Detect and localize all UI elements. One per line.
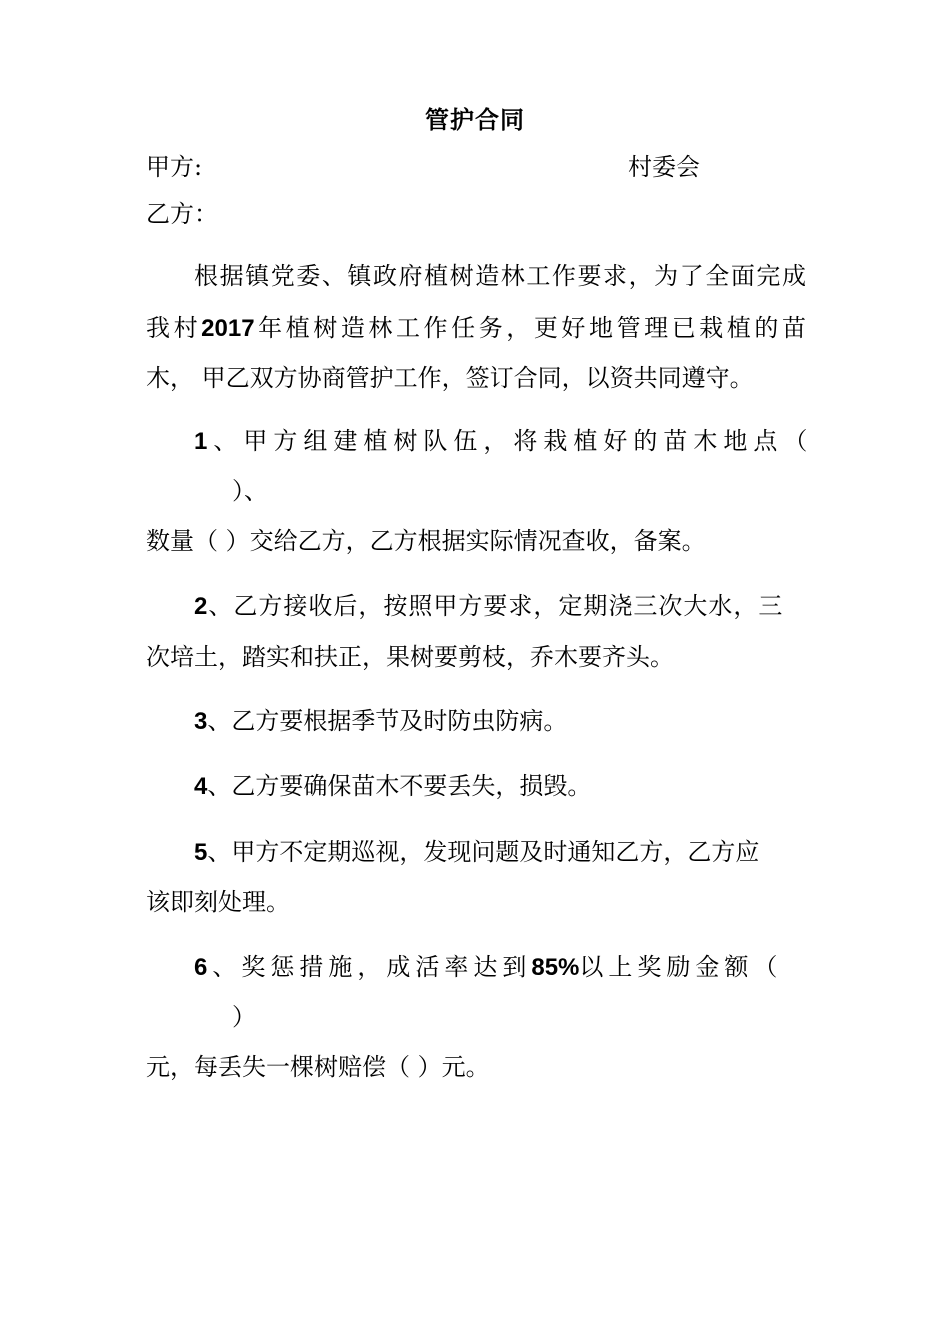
clause-6-number: 6 xyxy=(194,954,213,981)
clause-6-text-1b: 以上奖励金额（ xyxy=(579,953,783,981)
clause-2-line-1 xyxy=(194,590,783,623)
clause-5-number: 5 xyxy=(194,839,208,866)
clause-3-line-1 xyxy=(194,705,567,738)
party-b-label: 乙方： xyxy=(146,200,218,228)
clause-1-line-1 xyxy=(194,425,813,458)
clause-4-line-1 xyxy=(194,770,591,803)
clause-3-text-1: 、乙方要根据季节及时防虫防病。 xyxy=(207,707,568,735)
clause-1-number: 1 xyxy=(194,428,214,455)
document-title: 管护合同 xyxy=(425,105,525,134)
clause-6-line-1 xyxy=(194,951,782,984)
clause-6-line-2: ） xyxy=(232,1003,256,1031)
clause-6-text-1a: 、奖惩措施，成活率达到 xyxy=(212,953,532,981)
clause-2-line-2: 次培土，踏实和扶正，果树要剪枝，乔木要齐头。 xyxy=(146,643,674,671)
clause-1-line-2: ）、 xyxy=(232,477,268,505)
clause-3-number: 3 xyxy=(194,708,208,735)
intro-line-3: 木， 甲乙双方协商管护工作，签订合同，以资共同遵守。 xyxy=(146,364,754,392)
clause-5-line-2: 该即刻处理。 xyxy=(146,888,290,916)
intro-year: 2017 xyxy=(201,315,255,342)
clause-2-number: 2 xyxy=(194,593,209,620)
clause-2-text-1: 、乙方接收后，按照甲方要求，定期浇三次大水，三 xyxy=(208,592,784,620)
clause-1-line-3: 数量（ ）交给乙方，乙方根据实际情况查收，备案。 xyxy=(146,527,706,555)
clause-6-line-3: 元，每丢失一棵树赔偿（ ）元。 xyxy=(146,1053,490,1081)
intro-line-2 xyxy=(146,312,806,345)
party-a-value: 村委会 xyxy=(628,153,700,181)
clause-4-text-1: 、乙方要确保苗木不要丢失，损毁。 xyxy=(207,772,592,800)
clause-5-line-1 xyxy=(194,836,759,869)
intro-text-2a: 我村 xyxy=(146,314,202,342)
clause-6-percent: 85% xyxy=(531,954,580,981)
intro-text-1: 根据镇党委、镇政府植树造林工作要求，为了全面完成 xyxy=(194,262,806,290)
clause-1-text-1: 、甲方组建植树队伍，将栽植好的苗木地点（ xyxy=(213,427,814,455)
intro-text-2b: 年植树造林工作任务，更好地管理已栽植的苗 xyxy=(254,314,807,342)
intro-line-1 xyxy=(146,260,806,292)
clause-4-number: 4 xyxy=(194,773,208,800)
clause-5-text-1: 、甲方不定期巡视，发现问题及时通知乙方，乙方应 xyxy=(207,838,760,866)
party-a-label: 甲方: xyxy=(146,153,203,181)
